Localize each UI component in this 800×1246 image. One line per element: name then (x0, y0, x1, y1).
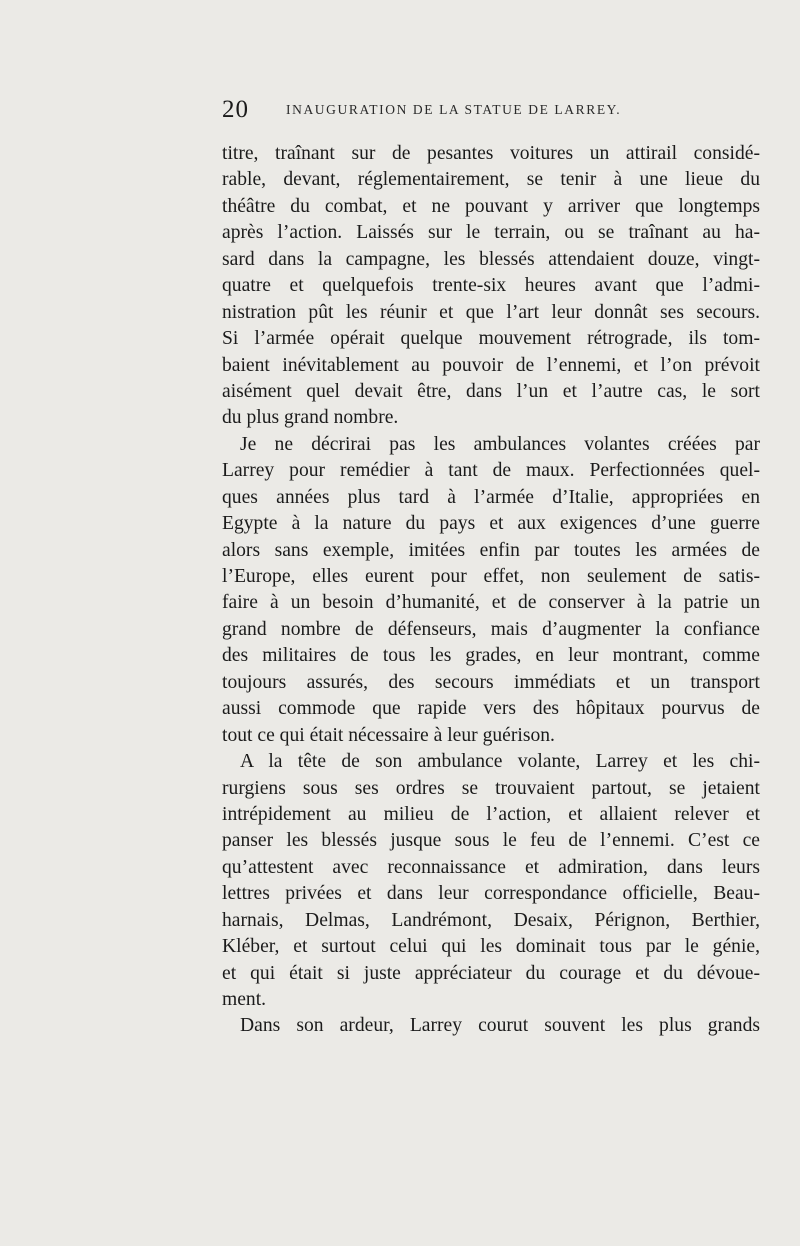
text-line: harnais, Delmas, Landrémont, Desaix, Pérignon, Berthier, (222, 909, 760, 931)
text-line: rable, devant, réglementairement, se tenir à une lieue du (222, 169, 760, 191)
text-line: théâtre du combat, et ne pouvant y arriver que longtemps (222, 195, 760, 217)
text-line: nistration pût les réunir et que l’art leur donnât ses secours. (222, 301, 760, 323)
running-title: INAUGURATION DE LA STATUE DE LARREY. (286, 102, 622, 117)
text-line: l’Europe, elles eurent pour effet, non seulement de satis- (222, 566, 760, 587)
text-line: aisément quel devait être, dans l’un et l’autre cas, le sort (222, 380, 760, 402)
text-line: et qui était si juste appréciateur du courage et du dévoue- (222, 962, 760, 984)
text-line: Larrey pour remédier à tant de maux. Perfectionnées quel- (222, 460, 760, 482)
text-line: panser les blessés jusque sous le feu de l’ennemi. C’est ce (222, 830, 760, 852)
text-line: A la tête de son ambulance volante, Larrey et les chi- (240, 751, 760, 773)
body-text (222, 141, 760, 1040)
text-line: grand nombre de défenseurs, mais d’augmenter la confiance (222, 618, 760, 640)
text-line: ques années plus tard à l’armée d’Italie, appropriées en (222, 486, 760, 508)
text-line: tout ce qui était nécessaire à leur guérison. (222, 724, 555, 746)
text-line: du plus grand nombre. (222, 407, 399, 429)
text-line: Si l’armée opérait quelque mouvement rétrograde, ils tom- (222, 328, 760, 350)
text-line: ment. (222, 989, 267, 1010)
text-line: Kléber, et surtout celui qui les dominait tous par le génie, (222, 936, 760, 958)
text-line: titre, traînant sur de pesantes voitures un attirail considé- (222, 143, 760, 164)
text-line: quatre et quelquefois trente-six heures avant que l’admi- (222, 275, 760, 297)
text-line: alors sans exemple, imitées enfin par toutes les armées de (222, 539, 760, 561)
page-number: 20 (222, 96, 249, 123)
text-line: sard dans la campagne, les blessés attendaient douze, vingt- (222, 248, 760, 270)
text-line: lettres privées et dans leur correspondance officielle, Beau- (222, 883, 760, 905)
text-line: aussi commode que rapide vers des hôpitaux pourvus de (222, 698, 760, 720)
text-line: Dans son ardeur, Larrey courut souvent les plus grands (240, 1015, 760, 1037)
page-header (222, 96, 742, 136)
text-line: Je ne décrirai pas les ambulances volantes créées par (240, 433, 760, 455)
text-line: baient inévitablement au pouvoir de l’ennemi, et l’on prévoit (222, 354, 760, 376)
text-line: des militaires de tous les grades, en leur montrant, comme (222, 645, 760, 667)
text-line: faire à un besoin d’humanité, et de conserver à la patrie un (222, 592, 760, 614)
text-line: toujours assurés, des secours immédiats et un transport (222, 671, 760, 693)
text-line: rurgiens sous ses ordres se trouvaient partout, se jetaient (222, 777, 760, 799)
text-line: après l’action. Laissés sur le terrain, ou se traînant au ha- (222, 222, 760, 244)
text-line: Egypte à la nature du pays et aux exigences d’une guerre (222, 513, 760, 535)
text-line: qu’attestent avec reconnaissance et admiration, dans leurs (222, 856, 760, 878)
text-line: intrépidement au milieu de l’action, et allaient relever et (222, 803, 760, 825)
